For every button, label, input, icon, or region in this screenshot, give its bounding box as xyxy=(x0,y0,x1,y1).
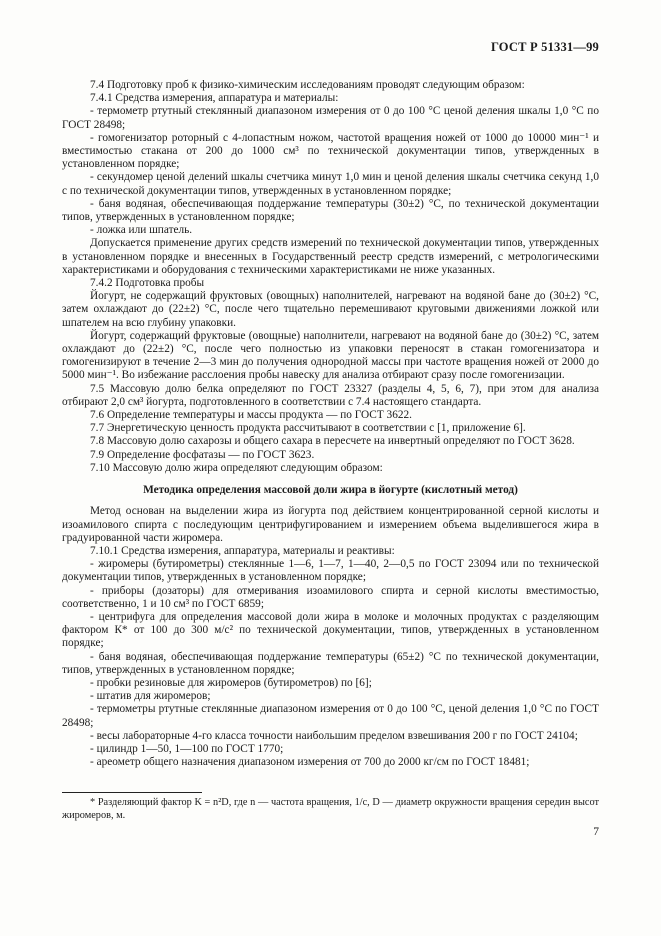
paragraph: - жиромеры (бутирометры) стеклянные 1—6, 1—7, 1—40, 2—0,5 по ГОСТ 23094 или по технической документации типов, утвержденных в установленном порядке; xyxy=(62,558,599,584)
paragraph: Йогурт, не содержащий фруктовых (овощных) наполнителей, нагревают на водяной бане до (30±2) °С, затем охлаждают до (22±2) °С, после чего тщательно перемешивают круговыми движениями ложкой или шпателем на всю глубину упаковки. xyxy=(62,290,599,329)
paragraph: 7.9 Определение фосфатазы — по ГОСТ 3623. xyxy=(90,448,315,461)
paragraph: Йогурт, содержащий фруктовые (овощные) наполнители, нагревают на водяной бане до (30±2) °С, затем охлаждают до (22±2) °С, после чего полностью из упаковки переносят в стакан гомогенизатора и гомогенизируют в течение 2—3 мин до получения однородной массы при частоте вращения ножей от 2000 до 5000 мин⁻¹. Во избежание расслоения пробы навеску для анализа отбирают сразу после гомогенизации. xyxy=(62,329,599,382)
section-title: Методика определения массовой доли жира в йогурте (кислотный метод) xyxy=(143,484,518,497)
paragraph: - ареометр общего назначения диапазоном измерения от 700 до 2000 кг/см по ГОСТ 18481; xyxy=(90,756,530,769)
paragraph: - секундомер ценой делений шкалы счетчика минут 1,0 мин и ценой деления шкалы счетчика секунд 1,0 с по технической документации типов, утвержденных в установленном порядке; xyxy=(62,171,599,197)
document-body xyxy=(62,79,599,769)
footnote-divider xyxy=(62,792,202,793)
paragraph: - термометры ртутные стеклянные диапазоном измерения от 0 до 100 °С, ценой деления 1,0 °С по ГОСТ 28498; xyxy=(62,703,599,729)
paragraph: - ложка или шпатель. xyxy=(90,224,193,237)
paragraph: - центрифуга для определения массовой доли жира в молоке и молочных продуктах с разделяющим фактором К* от 100 до 300 м/с² по технической документации, типов, утвержденных в установленном порядке; xyxy=(62,610,599,650)
paragraph: - термометр ртутный стеклянный диапазоном измерения от 0 до 100 °С ценой деления шкалы 1,0 °С по ГОСТ 28498; xyxy=(62,105,599,131)
footnote: * Разделяющий фактор K = n²D, где n — частота вращения, 1/с, D — диаметр окружности вращения середин высот жиромеров, м. xyxy=(62,797,599,821)
paragraph: - баня водяная, обеспечивающая поддержание температуры (30±2) °С, по технической документации типов, утвержденных в установленном порядке; xyxy=(62,197,599,224)
paragraph: Допускается применение других средств измерений по технической документации типов, утвержденных в установленном порядке и внесенных в Государственный реестр средств измерений, с метрологическими характеристиками и оборудования с техническими характеристиками не ниже указанных. xyxy=(62,237,599,276)
paragraph: 7.10 Массовую долю жира определяют следующим образом: xyxy=(90,461,383,474)
paragraph: 7.4.1 Средства измерения, аппаратура и материалы: xyxy=(90,92,339,105)
paragraph: - гомогенизатор роторный с 4-лопастным ножом, частотой вращения ножей от 1000 до 10000 мин⁻¹ и вместимостью стакана от 200 до 1000 см³ по технической документации типов, утвержденных в установленном порядке; xyxy=(62,131,599,171)
paragraph: 7.10.1 Средства измерения, аппаратура, материалы и реактивы: xyxy=(90,544,395,557)
paragraph: 7.4 Подготовку проб к физико-химическим исследованиям проводят следующим образом: xyxy=(90,79,525,91)
paragraph: - цилиндр 1—50, 1—100 по ГОСТ 1770; xyxy=(90,742,284,755)
paragraph: Метод основан на выделении жира из йогурта под действием концентрированной серной кислоты и изоамилового спирта с последующим центрифугированием и измерением объема выделившегося жира в градуированной части жиромера. xyxy=(62,505,599,544)
paragraph: 7.7 Энергетическую ценность продукта рассчитывают в соответствии с [1, приложение 6]. xyxy=(90,422,526,435)
document-header: ГОСТ Р 51331—99 xyxy=(490,40,599,54)
paragraph: 7.8 Массовую долю сахарозы и общего сахара в пересчете на инвертный определяют по ГОСТ 3628. xyxy=(90,435,575,448)
paragraph: - штатив для жиромеров; xyxy=(90,690,211,703)
paragraph: 7.4.2 Подготовка пробы xyxy=(90,277,205,290)
paragraph: - приборы (дозаторы) для отмеривания изоамилового спирта и серной кислоты вместимостью, соответственно, 1 и 10 см³ по ГОСТ 6859; xyxy=(62,584,599,610)
page-number: 7 xyxy=(593,826,599,838)
paragraph: 7.5 Массовую долю белка определяют по ГОСТ 23327 (разделы 4, 5, 6, 7), при этом для анализа отбирают 2,0 см³ йогурта, подготовленного в соответствии с 7.4 настоящего стандарта. xyxy=(62,382,599,408)
paragraph: - пробки резиновые для жиромеров (бутирометров) по [6]; xyxy=(90,676,372,689)
paragraph: 7.6 Определение температуры и массы продукта — по ГОСТ 3622. xyxy=(90,409,412,422)
paragraph: - баня водяная, обеспечивающая поддержание температуры (65±2) °С по технической документации, типов, утвержденных в установленном порядке; xyxy=(62,650,599,676)
paragraph: - весы лабораторные 4-го класса точности наибольшим пределом взвешивания 200 г по ГОСТ 24104; xyxy=(90,729,578,742)
